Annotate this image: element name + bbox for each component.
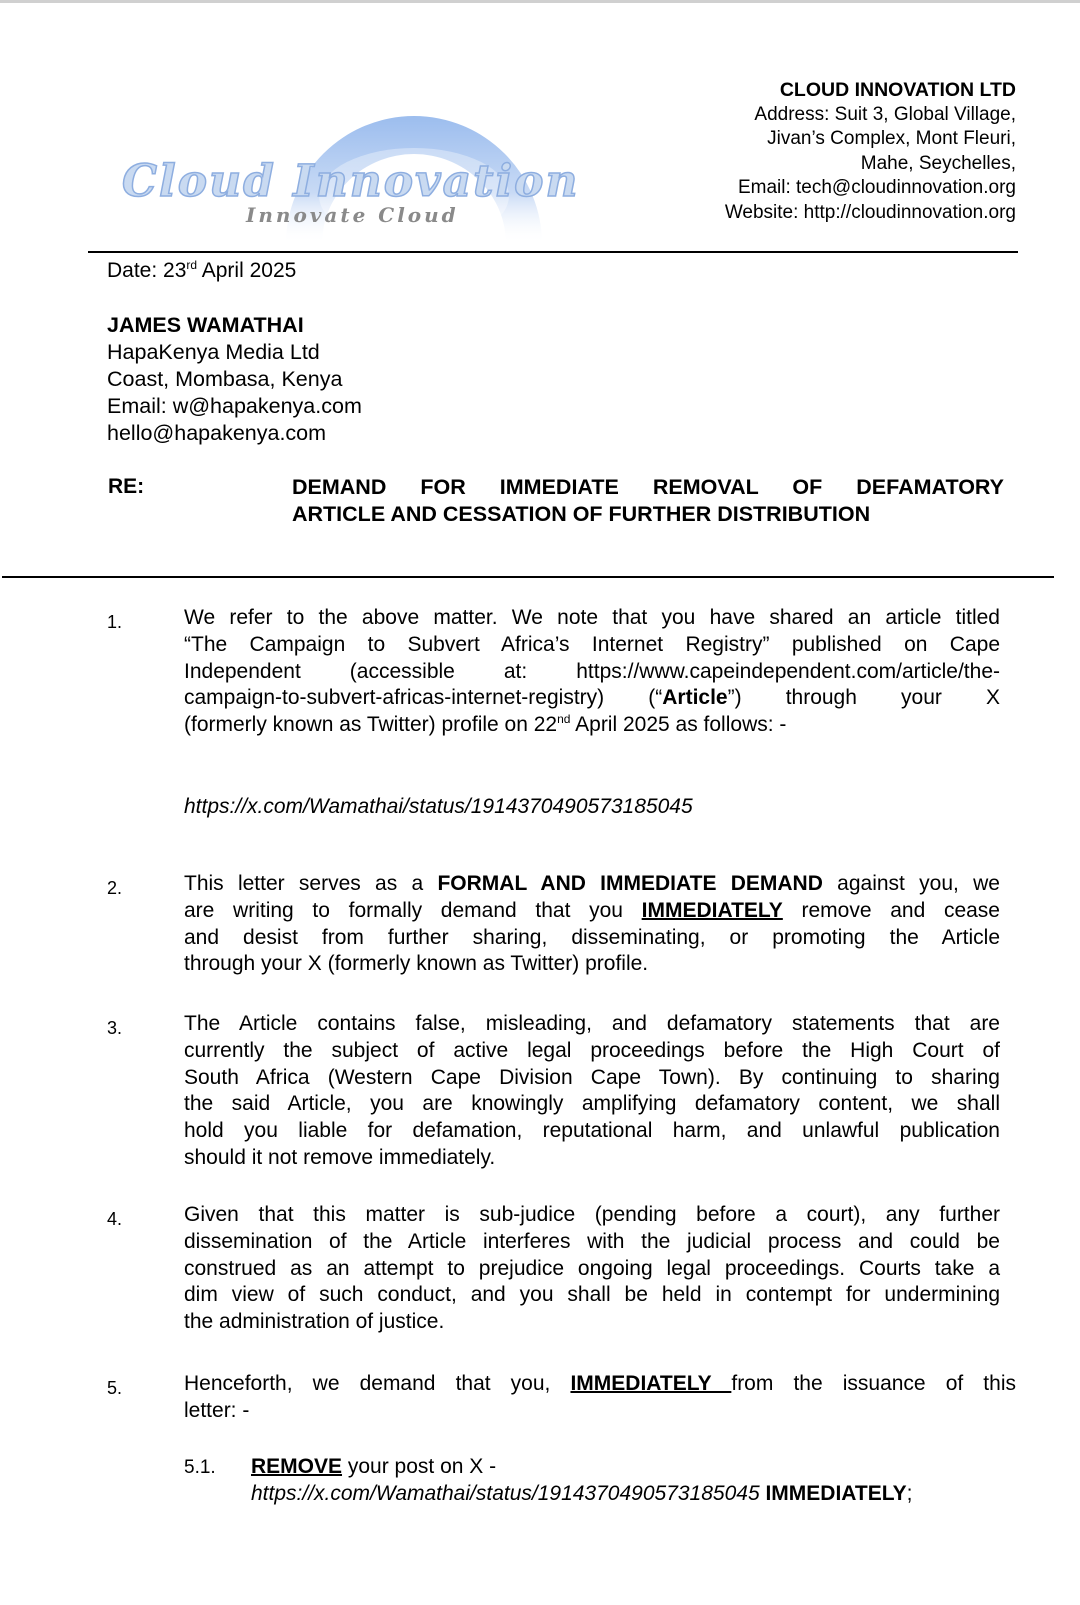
paragraph-4-line: dim view of such conduct, and you shall be held in contempt for undermining <box>184 1283 1000 1307</box>
paragraph-number-2: 2. <box>107 878 123 898</box>
paragraph-1-line: “The Campaign to Subvert Africa’s Internet Registry” published on Cape <box>184 632 1000 656</box>
company-name: CLOUD INNOVATION LTD <box>779 79 1016 101</box>
paragraph-1-line: We refer to the above matter. We note that you have shared an article titled <box>184 606 1000 629</box>
paragraph-1-line: Independent (accessible at: https://www.capeindependent.com/article/the- <box>184 659 1000 683</box>
company-website: Website: http://cloudinnovation.org <box>724 201 1016 223</box>
logo-wordmark: Cloud Innovation <box>122 156 580 207</box>
re-subject-line1: DEMAND FOR IMMEDIATE REMOVAL OF DEFAMATORY <box>292 475 1004 499</box>
re-label: RE: <box>108 475 145 498</box>
tweet-link: https://x.com/Wamathai/status/1914370490573185045 <box>184 795 693 818</box>
addressee-email: Email: w@hapakenya.com <box>107 394 362 418</box>
company-logo <box>118 76 588 246</box>
subparagraph-number-5-1: 5.1. <box>184 1457 216 1478</box>
top-edge-shadow <box>0 0 1080 3</box>
re-subject <box>292 474 1004 528</box>
addressee-location: Coast, Mombasa, Kenya <box>107 367 343 391</box>
paragraph-5-line: Henceforth, we demand that you, IMMEDIATELY from the issuance of this <box>184 1372 1016 1395</box>
company-address-block <box>725 78 1016 225</box>
paragraph-number-5: 5. <box>107 1378 123 1398</box>
paragraph-3 <box>184 1011 1000 1172</box>
paragraph-2 <box>184 871 1000 978</box>
company-address-line2: Jivan’s Complex, Mont Fleuri, <box>767 128 1016 149</box>
company-address-line3: Mahe, Seychelles, <box>860 152 1016 174</box>
paragraph-1-line: campaign-to-subvert-africas-internet-registry) (“Article”) through your X <box>184 686 1000 710</box>
paragraph-4-line: dissemination of the Article interferes with the judicial process and could be <box>184 1229 1000 1253</box>
paragraph-4-line: Given that this matter is sub-judice (pending before a court), any further <box>184 1203 1000 1226</box>
paragraph-4-line: construed as an attempt to prejudice ongoing legal proceedings. Courts take a <box>184 1256 1000 1280</box>
paragraph-4-line: the administration of justice. <box>184 1310 445 1334</box>
paragraph-3-line: should it not remove immediately. <box>184 1145 496 1169</box>
paragraph-number-4: 4. <box>107 1209 123 1229</box>
logo-tagline: Innovate Cloud <box>246 203 459 227</box>
paragraph-5-line: letter: - <box>184 1398 250 1422</box>
header-divider <box>88 251 1018 253</box>
paragraph-1-line: (formerly known as Twitter) profile on 22nd April 2025 as follows: - <box>184 712 787 737</box>
subparagraph-5-1 <box>251 1453 912 1507</box>
paragraph-3-line: the said Article, you are knowingly amplifying defamatory content, we shall <box>184 1092 1000 1116</box>
subparagraph-5-1-line: https://x.com/Wamathai/status/1914370490573185045 IMMEDIATELY; <box>251 1482 913 1505</box>
paragraph-3-line: The Article contains false, misleading, and defamatory statements that are <box>184 1012 1000 1035</box>
paragraph-2-line: This letter serves as a FORMAL AND IMMEDIATE DEMAND against you, we <box>184 872 1000 895</box>
paragraph-number-1: 1. <box>107 612 123 632</box>
paragraph-2-line: and desist from further sharing, disseminating, or promoting the Article <box>184 925 1000 949</box>
paragraph-3-line: hold you liable for defamation, reputational harm, and unlawful publication <box>184 1119 1000 1143</box>
paragraph-1 <box>184 605 1000 739</box>
subject-divider <box>2 576 1054 578</box>
addressee-email-secondary: hello@hapakenya.com <box>107 421 327 445</box>
addressee-block <box>107 312 362 447</box>
letter-date: Date: 23rd April 2025 <box>107 258 297 282</box>
addressee-name: JAMES WAMATHAI <box>107 313 304 337</box>
paragraph-5 <box>184 1371 1016 1425</box>
paragraph-number-3: 3. <box>107 1018 123 1038</box>
subparagraph-5-1-line: REMOVE your post on X - <box>251 1455 497 1478</box>
paragraph-3-line: South Africa (Western Cape Division Cape Town). By continuing to sharing <box>184 1065 1000 1089</box>
paragraph-4 <box>184 1202 1000 1336</box>
company-email: Email: tech@cloudinnovation.org <box>737 177 1016 198</box>
company-address-line1: Address: Suit 3, Global Village, <box>754 103 1016 125</box>
paragraph-3-line: currently the subject of active legal proceedings before the High Court of <box>184 1038 1000 1062</box>
paragraph-2-line: through your X (formerly known as Twitter) profile. <box>184 952 649 976</box>
addressee-company: HapaKenya Media Ltd <box>107 340 320 364</box>
re-subject-line2: ARTICLE AND CESSATION OF FURTHER DISTRIBUTION <box>292 502 871 526</box>
paragraph-2-line: are writing to formally demand that you IMMEDIATELY remove and cease <box>184 898 1000 922</box>
